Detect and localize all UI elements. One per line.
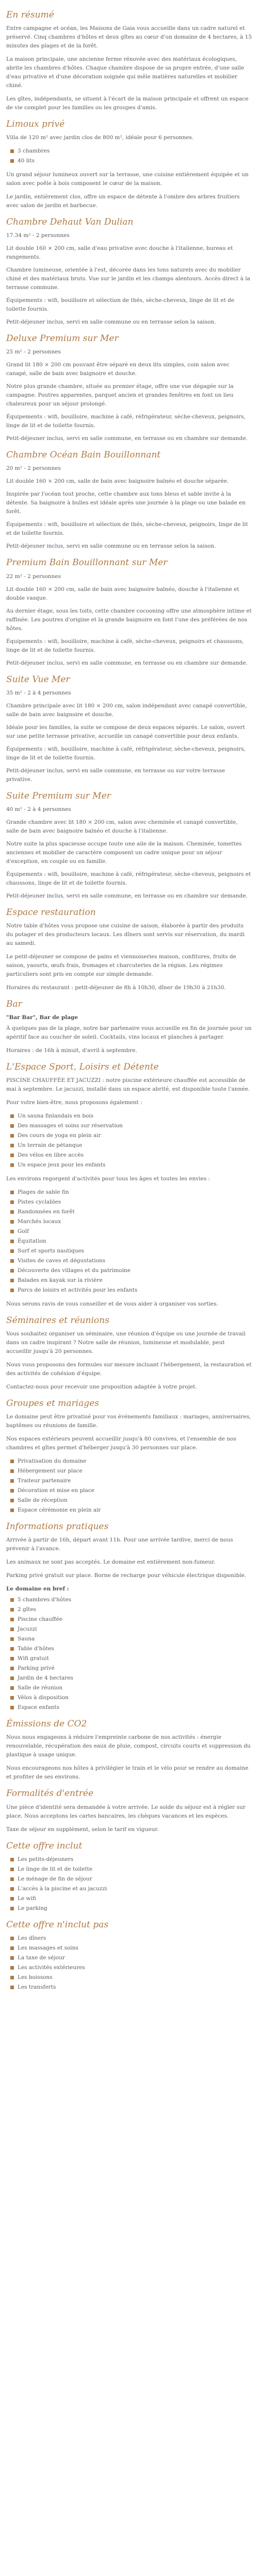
square-bullet-icon bbox=[10, 1154, 14, 1157]
square-bullet-icon bbox=[10, 1667, 14, 1670]
square-bullet-icon bbox=[10, 1986, 14, 1989]
square-bullet-icon bbox=[10, 1144, 14, 1147]
room-title: Premium Bain Bouillonnant sur Mer bbox=[6, 557, 168, 568]
paragraph: Équipements : wifi, bouilloire, machine à café, réfrigérateur, sèche-cheveux, peignoirs et chaussons, linge de lit et de toilette fournis. bbox=[6, 871, 251, 886]
seminars-section bbox=[6, 1315, 252, 1392]
square-bullet-icon bbox=[10, 1976, 14, 1979]
square-bullet-icon bbox=[10, 1240, 14, 1243]
list-item: Le wifi bbox=[6, 1894, 252, 1903]
square-bullet-icon bbox=[10, 1279, 14, 1282]
paragraph: Petit-déjeuner inclus, servi en salle commune, en terrasse ou en chambre sur demande. bbox=[6, 892, 248, 899]
list-item: Salle de réunion bbox=[6, 1684, 252, 1692]
list-item: Pistes cyclables bbox=[6, 1198, 252, 1207]
square-bullet-icon bbox=[10, 1696, 14, 1700]
paragraph: Nous nous engageons à réduire l'empreinte carbone de nos activités : énergie renouvelable, récupération des eaux de pluie, compost, circuits courts et suppression du plastique à usage unique. bbox=[6, 1734, 251, 1758]
square-bullet-icon bbox=[10, 1191, 14, 1194]
square-bullet-icon bbox=[10, 1289, 14, 1292]
amenities-list bbox=[6, 1596, 252, 1712]
square-bullet-icon bbox=[10, 1259, 14, 1263]
paragraph: Grande chambre avec lit 180 × 200 cm, salon avec cheminée et canapé convertible, salle de bain avec baignoire balnéo et douche à l'italienne. bbox=[6, 819, 238, 834]
list-item: Des cours de yoga en plein air bbox=[6, 1131, 252, 1140]
paragraph: Le jardin, entièrement clos, offre un espace de détente à l'ombre des arbres fruitiers avec salon de jardin et barbecue. bbox=[6, 194, 240, 209]
paragraph: Taxe de séjour en supplément, selon le tarif en vigueur. bbox=[6, 1826, 159, 1833]
groups-list bbox=[6, 1457, 252, 1515]
paragraph: Notre suite la plus spacieuse occupe toute une aile de la maison. Cheminée, tomettes anciennes et mobilier de caractère composent un cadre unique pour un séjour d'exception, en couple ou en famille. bbox=[6, 840, 242, 865]
list-item: Table d'hôtes bbox=[6, 1645, 252, 1653]
section-title: Groupes et mariages bbox=[6, 1398, 99, 1409]
list-item: Les petits-déjeuners bbox=[6, 1855, 252, 1864]
room-section bbox=[6, 449, 252, 551]
square-bullet-icon bbox=[10, 1657, 14, 1660]
paragraph: Arrivée à partir de 16h, départ avant 11h. Pour une arrivée tardive, merci de nous prévenir à l'avance. bbox=[6, 1537, 233, 1552]
paragraph: Inspirée par l'océan tout proche, cette chambre aux tons bleus et sable invite à la détente. Sa baignoire à bulles est idéale après une journée à la plage ou une balade en forêt. bbox=[6, 491, 246, 515]
square-bullet-icon bbox=[10, 1509, 14, 1512]
paragraph: Entre campagne et océan, les Maisons de Gaia vous accueille dans un cadre naturel et préservé. Cinq chambres d'hôtes et deux gîtes au cœur d'un domaine de 4 hectares, à 15 minutes des plages et de la forêt. bbox=[6, 25, 252, 49]
groups-section bbox=[6, 1398, 252, 1515]
paragraph: Lit double 160 × 200 cm, salle de bain avec baignoire balnéo, douche à l'italienne et double vasque. bbox=[6, 586, 239, 601]
list-item: Randonnées en forêt bbox=[6, 1208, 252, 1216]
list-item: Marchés locaux bbox=[6, 1217, 252, 1226]
list-item: Espace enfants bbox=[6, 1703, 252, 1712]
room-size: 40 m² - 2 à 4 personnes bbox=[6, 806, 71, 812]
square-bullet-icon bbox=[10, 1210, 14, 1214]
square-bullet-icon bbox=[10, 1220, 14, 1224]
list-item: 3 chambres bbox=[6, 147, 252, 156]
paragraph: Vous souhaitez organiser un séminaire, une réunion d'équipe ou une journée de travail dans un cadre inspirant ? Notre salle de réunion, lumineuse et modulable, peut accueillir jusqu'à 20 personnes. bbox=[6, 1331, 246, 1355]
paragraph: À quelques pas de la plage, notre bar partenaire vous accueille en fin de journée pour un apéritif face au coucher de soleil. Cocktails, vins locaux et planches à partager. bbox=[6, 1025, 252, 1040]
list-item: Plages de sable fin bbox=[6, 1188, 252, 1197]
list-item: Traiteur partenaire bbox=[6, 1477, 252, 1485]
square-bullet-icon bbox=[10, 1499, 14, 1502]
paragraph: Les gîtes, indépendants, se situent à l'écart de la maison principale et offrent un espace de vie complet pour les familles ou les groupes d'amis. bbox=[6, 96, 249, 111]
square-bullet-icon bbox=[10, 149, 14, 153]
list-item: Le linge de lit et de toilette bbox=[6, 1865, 252, 1874]
list-item: Visites de caves et dégustations bbox=[6, 1257, 252, 1265]
list-item: Hébergement sur place bbox=[6, 1467, 252, 1476]
room-size: 17.34 m² - 2 personnes bbox=[6, 232, 70, 239]
section-title: Cette offre n'inclut pas bbox=[6, 1919, 108, 1930]
section-title: Émissions de CO2 bbox=[6, 1719, 87, 1730]
square-bullet-icon bbox=[10, 1858, 14, 1861]
square-bullet-icon bbox=[10, 1897, 14, 1901]
list-item: Salle de réception bbox=[6, 1496, 252, 1505]
paragraph: Lit double 160 × 200 cm, salle d'eau privative avec douche à l'italienne, bureau et rangements. bbox=[6, 245, 233, 261]
paragraph: Idéale pour les familles, la suite se compose de deux espaces séparés. Le salon, ouvert sur une petite terrasse privative, accueille un canapé convertible pour deux enfants. bbox=[6, 724, 245, 739]
paragraph: Au dernier étage, sous les toits, cette chambre cocooning offre une atmosphère intime et raffinée. Les poutres d'origine et la grande baignoire en font l'une des préférées de nos hôtes. bbox=[6, 607, 252, 632]
square-bullet-icon bbox=[10, 1868, 14, 1871]
room-section bbox=[6, 790, 252, 901]
paragraph: Nous serons ravis de vous conseiller et de vous aider à organiser vos sorties. bbox=[6, 1301, 218, 1308]
room-section bbox=[6, 333, 252, 443]
list-item: La taxe de séjour bbox=[6, 1954, 252, 1962]
paragraph: Nous vous proposons des formules sur mesure incluant l'hébergement, la restauration et des activités de cohésion d'équipe. bbox=[6, 1362, 252, 1377]
feature-list bbox=[6, 147, 252, 165]
square-bullet-icon bbox=[10, 1956, 14, 1960]
list-item: Privatisation du domaine bbox=[6, 1457, 252, 1466]
list-item: Décoration et mise en place bbox=[6, 1486, 252, 1495]
list-item: L'accès à la piscine et au jacuzzi bbox=[6, 1885, 252, 1893]
opening-hours: Horaires : de 16h à minuit, d'avril à septembre. bbox=[6, 1047, 137, 1054]
list-item: Un espace jeux pour les enfants bbox=[6, 1161, 252, 1170]
list-item: Jacuzzi bbox=[6, 1625, 252, 1634]
paragraph: Les animaux ne sont pas acceptés. Le domaine est entièrement non-fumeur. bbox=[6, 1559, 216, 1566]
room-size: 25 m² - 2 personnes bbox=[6, 349, 61, 355]
square-bullet-icon bbox=[10, 1479, 14, 1483]
list-item: Vélos à disposition bbox=[6, 1693, 252, 1702]
list-item: Balades en kayak sur la rivière bbox=[6, 1276, 252, 1285]
paragraph: Nos espaces extérieurs peuvent accueillir jusqu'à 80 convives, et l'ensemble de nos chambres et gîtes permet d'héberger jusqu'à 30 personnes sur place. bbox=[6, 1436, 236, 1451]
restaurant-section bbox=[6, 907, 252, 992]
section-title: Cette offre inclut bbox=[6, 1840, 83, 1851]
bar-subtitle: "Bar Bar", Bar de plage bbox=[6, 1014, 78, 1021]
room-title: Suite Vue Mer bbox=[6, 674, 70, 685]
includes-section bbox=[6, 1840, 252, 1913]
paragraph: Chambre lumineuse, orientée à l'est, décorée dans les tons naturels avec du mobilier chiné et des matériaux bruts. Vue sur le jardin et les champs alentours. Accès direct à la terrasse commune. bbox=[6, 267, 250, 291]
paragraph: PISCINE CHAUFFÉE ET JACUZZI : notre piscine extérieure chauffée est accessible de mai à septembre. Le jacuzzi, installé dans un espace abrité, est disponible toute l'année. bbox=[6, 1077, 250, 1093]
section-title: En résumé bbox=[6, 10, 54, 20]
list-item: Les transferts bbox=[6, 1983, 252, 1992]
excludes-section bbox=[6, 1919, 252, 1992]
paragraph: Notre plus grande chambre, située au premier étage, offre une vue dégagée sur la campagne. Poutres apparentes, parquet ancien et grandes fenêtres en font un lieu chaleureux pour un séjour prolongé. bbox=[6, 383, 234, 408]
square-bullet-icon bbox=[10, 1460, 14, 1463]
paragraph: Pour votre bien-être, nous proposons également : bbox=[6, 1099, 142, 1106]
list-item: Sauna bbox=[6, 1635, 252, 1643]
list-item: Surf et sports nautiques bbox=[6, 1247, 252, 1256]
paragraph: Le domaine peut être privatisé pour vos événements familiaux : mariages, anniversaires, baptêmes ou réunions de famille. bbox=[6, 1414, 251, 1429]
list-item: Le parking bbox=[6, 1904, 252, 1913]
square-bullet-icon bbox=[10, 159, 14, 163]
list-item: Wifi gratuit bbox=[6, 1654, 252, 1663]
section-title: Séminaires et réunions bbox=[6, 1315, 109, 1326]
paragraph: La maison principale, une ancienne ferme rénovée avec des matériaux écologiques, abrite les chambres d'hôtes. Chaque chambre dispose de sa propre entrée, d'une salle d'eau privative et d'une décoration soignée qui mêle matières naturelles et mobilier chiné. bbox=[6, 56, 245, 89]
room-section bbox=[6, 557, 252, 667]
paragraph: Équipements : wifi, bouilloire, machine à café, réfrigérateur, sèche-cheveux, peignoirs, linge de lit et de toilette fournis. bbox=[6, 745, 246, 761]
square-bullet-icon bbox=[10, 1937, 14, 1940]
section-title: Bar bbox=[6, 998, 22, 1009]
list-item: Parcs de loisirs et activités pour les enfants bbox=[6, 1286, 252, 1295]
room-title: Deluxe Premium sur Mer bbox=[6, 333, 119, 344]
list-item: Un sauna finlandais en bois bbox=[6, 1112, 252, 1121]
square-bullet-icon bbox=[10, 1249, 14, 1253]
paragraph: Le petit-déjeuner se compose de pains et viennoiseries maison, confitures, fruits de saison, yaourts, œufs frais, fromages et charcuteries de la région. Les régimes particuliers sont pris en compte sur simple demande. bbox=[6, 953, 236, 977]
square-bullet-icon bbox=[10, 1676, 14, 1680]
paragraph: Petit-déjeuner inclus, servi en salle commune, en terrasse ou en chambre sur demande. bbox=[6, 435, 248, 442]
intro-section bbox=[6, 9, 252, 112]
activities-section bbox=[6, 1175, 252, 1309]
square-bullet-icon bbox=[10, 1134, 14, 1138]
paragraph: Un grand séjour lumineux ouvert sur la terrasse, une cuisine entièrement équipée et un salon avec poêle à bois composent le cœur de la maison. bbox=[6, 172, 249, 187]
list-item: Des massages et soins sur réservation bbox=[6, 1122, 252, 1130]
square-bullet-icon bbox=[10, 1647, 14, 1651]
paragraph: Nous encourageons nos hôtes à privilégier le train et le vélo pour se rendre au domaine et profiter de ses environs. bbox=[6, 1765, 249, 1781]
square-bullet-icon bbox=[10, 1230, 14, 1233]
square-bullet-icon bbox=[10, 1628, 14, 1631]
room-size: 35 m² - 2 à 4 personnes bbox=[6, 689, 71, 696]
list-item: 40 lits bbox=[6, 157, 252, 165]
square-bullet-icon bbox=[10, 1489, 14, 1493]
square-bullet-icon bbox=[10, 1163, 14, 1167]
paragraph: Notre table d'hôtes vous propose une cuisine de saison, élaborée à partir des produits du potager et des producteurs locaux. Les dîners sont servis sur réservation, du mardi au samedi. bbox=[6, 922, 245, 946]
square-bullet-icon bbox=[10, 1469, 14, 1473]
square-bullet-icon bbox=[10, 1877, 14, 1881]
paragraph: Petit-déjeuner inclus, servi en salle commune, en terrasse ou en chambre sur demande. bbox=[6, 659, 248, 666]
section-title: Formalités d'entrée bbox=[6, 1788, 94, 1799]
square-bullet-icon bbox=[10, 1686, 14, 1690]
square-bullet-icon bbox=[10, 1598, 14, 1602]
bar-section bbox=[6, 998, 252, 1055]
list-title: Le domaine en bref : bbox=[6, 1586, 69, 1592]
wellness-list bbox=[6, 1112, 252, 1170]
terms-section bbox=[6, 1788, 252, 1834]
environment-section bbox=[6, 1718, 252, 1782]
square-bullet-icon bbox=[10, 1200, 14, 1204]
paragraph: Équipements : wifi, bouilloire et sélection de thés, sèche-cheveux, linge de lit et de toilette fournis. bbox=[6, 297, 235, 313]
square-bullet-icon bbox=[10, 1887, 14, 1891]
paragraph: Villa de 120 m² avec jardin clos de 800 m², idéale pour 6 personnes. bbox=[6, 134, 194, 141]
room-section bbox=[6, 674, 252, 784]
includes-list bbox=[6, 1855, 252, 1913]
paragraph: Une pièce d'identité sera demandée à votre arrivée. Le solde du séjour est à régler sur place. Nous acceptons les cartes bancaires, les chèques vacances et les espèces. bbox=[6, 1804, 246, 1819]
square-bullet-icon bbox=[10, 1706, 14, 1709]
paragraph: Petit-déjeuner inclus, servi en salle commune ou en terrasse selon la saison. bbox=[6, 543, 216, 550]
square-bullet-icon bbox=[10, 1907, 14, 1910]
room-section bbox=[6, 216, 252, 327]
section-title: Informations pratiques bbox=[6, 1521, 109, 1532]
list-item: Parking privé bbox=[6, 1664, 252, 1673]
list-item: 5 chambres d'hôtes bbox=[6, 1596, 252, 1604]
list-item: Équitation bbox=[6, 1237, 252, 1246]
paragraph: Parking privé gratuit sur place. Borne de recharge pour véhicule électrique disponible. bbox=[6, 1572, 247, 1579]
opening-hours: Horaires du restaurant : petit-déjeuner de 8h à 10h30, dîner de 19h30 à 21h30. bbox=[6, 984, 226, 991]
square-bullet-icon bbox=[10, 1946, 14, 1950]
square-bullet-icon bbox=[10, 1637, 14, 1641]
list-item: Piscine chauffée bbox=[6, 1615, 252, 1624]
list-item: 2 gîtes bbox=[6, 1605, 252, 1614]
square-bullet-icon bbox=[10, 1966, 14, 1970]
paragraph: Grand lit 180 × 200 cm pouvant être séparé en deux lits simples, coin salon avec canapé, salle de bain avec baignoire et douche. bbox=[6, 362, 230, 377]
list-item: Golf bbox=[6, 1227, 252, 1236]
paragraph: Les environs regorgent d'activités pour tous les âges et toutes les envies : bbox=[6, 1176, 211, 1182]
room-title: Chambre Dehaut Van Dulian bbox=[6, 217, 134, 228]
list-item: Les boissons bbox=[6, 1973, 252, 1982]
list-item: Les massages et soins bbox=[6, 1944, 252, 1953]
list-item: Espace cérémonie en plein air bbox=[6, 1506, 252, 1515]
square-bullet-icon bbox=[10, 1618, 14, 1621]
paragraph: Équipements : wifi, bouilloire et sélection de thés, sèche-cheveux, peignoirs, linge de lit et de toilette fournis. bbox=[6, 521, 248, 537]
list-item: Jardin de 4 hectares bbox=[6, 1674, 252, 1683]
paragraph: Petit-déjeuner inclus, servi en salle commune, en terrasse ou sur votre terrasse privative. bbox=[6, 767, 225, 783]
list-item: Découverte des villages et du patrimoine bbox=[6, 1266, 252, 1275]
activities-list bbox=[6, 1188, 252, 1295]
square-bullet-icon bbox=[10, 1124, 14, 1128]
room-title: Suite Premium sur Mer bbox=[6, 790, 111, 801]
paragraph: Équipements : wifi, bouilloire, machine à café, sèche-cheveux, peignoirs et chaussons, linge de lit et de toilette fournis. bbox=[6, 638, 244, 653]
list-item: Les dîners bbox=[6, 1934, 252, 1943]
section-title: Espace restauration bbox=[6, 907, 96, 918]
paragraph: Contactez-nous pour recevoir une proposition adaptée à votre projet. bbox=[6, 1384, 197, 1391]
room-size: 20 m² - 2 personnes bbox=[6, 465, 61, 472]
practical-section bbox=[6, 1521, 252, 1712]
list-item: Les activités extérieures bbox=[6, 1963, 252, 1972]
paragraph: Petit-déjeuner inclus, servi en salle commune ou en terrasse selon la saison. bbox=[6, 319, 216, 326]
section-title: L'Espace Sport, Loisirs et Détente bbox=[6, 1061, 159, 1072]
room-size: 22 m² - 2 personnes bbox=[6, 573, 61, 580]
room-title: Chambre Océan Bain Bouillonnant bbox=[6, 450, 161, 461]
list-item: Des vélos en libre accès bbox=[6, 1151, 252, 1160]
villa-section bbox=[6, 118, 252, 210]
section-title: Limoux privé bbox=[6, 119, 65, 130]
list-item: Le ménage de fin de séjour bbox=[6, 1875, 252, 1884]
excludes-list bbox=[6, 1934, 252, 1992]
square-bullet-icon bbox=[10, 1114, 14, 1118]
square-bullet-icon bbox=[10, 1269, 14, 1273]
wellness-section bbox=[6, 1061, 252, 1170]
paragraph: Équipements : wifi, bouilloire, machine à café, réfrigérateur, sèche-cheveux, peignoirs, linge de lit et de toilette fournis. bbox=[6, 414, 246, 429]
paragraph: Chambre principale avec lit 180 × 200 cm, salon indépendant avec canapé convertible, salle de bain avec baignoire et douche. bbox=[6, 702, 247, 718]
paragraph: Lit double 160 × 200 cm, salle de bain avec baignoire balnéo et douche séparée. bbox=[6, 478, 229, 485]
square-bullet-icon bbox=[10, 1608, 14, 1612]
list-item: Un terrain de pétanque bbox=[6, 1141, 252, 1150]
